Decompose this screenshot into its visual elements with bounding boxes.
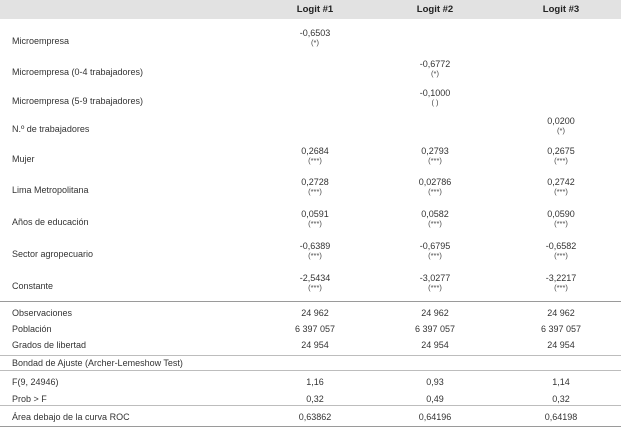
significance-marker: (*) (557, 126, 565, 135)
row-label: Población (12, 324, 52, 334)
coefficient-cell (511, 177, 611, 197)
stat-cell: 0,32 (552, 394, 570, 404)
coefficient-value: -0,6503 (299, 28, 331, 38)
row-label: Microempresa (0-4 trabajadores) (12, 67, 144, 77)
divider (0, 426, 621, 427)
row-label: Grados de libertad (12, 340, 87, 350)
coefficient-value: -0,1000 (419, 88, 451, 98)
stat-cell: 6 397 057 (294, 324, 336, 334)
row-label: Prob > F (12, 394, 47, 404)
coefficient-value: 0,2675 (547, 146, 575, 156)
divider (0, 355, 621, 356)
stat-cell: 24 962 (301, 308, 329, 318)
significance-marker: (***) (554, 251, 568, 260)
significance-marker: (***) (428, 251, 442, 260)
stat-cell: 1,16 (306, 377, 324, 387)
stat-cell: 24 962 (547, 308, 575, 318)
coefficient-value: -3,0277 (419, 273, 451, 283)
coefficient-cell (385, 88, 485, 108)
significance-marker: (*) (311, 38, 319, 47)
significance-marker: (***) (308, 187, 322, 196)
significance-marker: (***) (554, 156, 568, 165)
coefficient-value: 0,0200 (547, 116, 575, 126)
coefficient-cell (265, 146, 365, 166)
row-label: Constante (12, 281, 54, 291)
coefficient-cell (511, 209, 611, 229)
row-label: Observaciones (12, 308, 73, 318)
coefficient-cell (265, 241, 365, 261)
coefficient-cell (265, 177, 365, 197)
stat-cell: 6 397 057 (540, 324, 582, 334)
stat-cell: 0,93 (426, 377, 444, 387)
coefficient-value: 0,0582 (421, 209, 449, 219)
row-label: F(9, 24946) (12, 377, 59, 387)
stat-cell: 24 954 (421, 340, 449, 350)
stat-cell: 0,64198 (544, 412, 578, 422)
row-label: Mujer (12, 154, 35, 164)
stat-cell: 24 954 (301, 340, 329, 350)
row-label: Área debajo de la curva ROC (12, 412, 130, 422)
significance-marker: (***) (308, 283, 322, 292)
coefficient-value: 0,2793 (421, 146, 449, 156)
stat-cell: 24 962 (421, 308, 449, 318)
stat-cell: 0,49 (426, 394, 444, 404)
row-label: Microempresa (12, 36, 70, 46)
row-label: Microempresa (5-9 trabajadores) (12, 96, 144, 106)
divider (0, 370, 621, 371)
coefficient-value: 0,02786 (418, 177, 452, 187)
coefficient-cell (265, 209, 365, 229)
coefficient-cell (511, 273, 611, 293)
significance-marker: (***) (554, 219, 568, 228)
significance-marker: (***) (428, 219, 442, 228)
significance-marker: (***) (308, 156, 322, 165)
coefficient-value: 0,2742 (547, 177, 575, 187)
coefficient-cell (385, 241, 485, 261)
stat-cell: 6 397 057 (414, 324, 456, 334)
coefficient-value: 0,0590 (547, 209, 575, 219)
coefficient-value: -2,5434 (299, 273, 331, 283)
row-label: N.º de trabajadores (12, 124, 90, 134)
divider (0, 301, 621, 302)
divider (0, 405, 621, 406)
table-header (0, 0, 621, 19)
coefficient-cell (511, 146, 611, 166)
significance-marker: (*) (431, 69, 439, 78)
header-logit-2: Logit #2 (416, 4, 454, 15)
coefficient-value: 0,0591 (301, 209, 329, 219)
coefficient-cell (265, 28, 365, 48)
coefficient-value: 0,2728 (301, 177, 329, 187)
coefficient-cell (385, 146, 485, 166)
coefficient-value: -0,6582 (545, 241, 577, 251)
row-label: Sector agropecuario (12, 249, 94, 259)
stat-cell: 0,64196 (418, 412, 452, 422)
coefficient-cell (385, 209, 485, 229)
stat-cell: 0,32 (306, 394, 324, 404)
significance-marker: ( ) (431, 98, 439, 107)
significance-marker: (***) (554, 283, 568, 292)
coefficient-value: 0,2684 (301, 146, 329, 156)
coefficient-cell (385, 59, 485, 79)
stat-cell: 1,14 (552, 377, 570, 387)
significance-marker: (***) (428, 283, 442, 292)
stat-cell: 0,63862 (298, 412, 332, 422)
row-label: Años de educación (12, 217, 89, 227)
coefficient-value: -3,2217 (545, 273, 577, 283)
significance-marker: (***) (428, 187, 442, 196)
coefficient-value: -0,6772 (419, 59, 451, 69)
significance-marker: (***) (308, 251, 322, 260)
significance-marker: (***) (308, 219, 322, 228)
coefficient-cell (385, 273, 485, 293)
coefficient-cell (511, 241, 611, 261)
coefficient-value: -0,6795 (419, 241, 451, 251)
row-label: Bondad de Ajuste (Archer-Lemeshow Test) (12, 358, 183, 368)
coefficient-cell (265, 273, 365, 293)
significance-marker: (***) (428, 156, 442, 165)
significance-marker: (***) (554, 187, 568, 196)
row-label: Lima Metropolitana (12, 185, 89, 195)
header-logit-3: Logit #3 (542, 4, 580, 15)
coefficient-value: -0,6389 (299, 241, 331, 251)
coefficient-cell (385, 177, 485, 197)
coefficient-cell (511, 116, 611, 136)
header-logit-1: Logit #1 (296, 4, 334, 15)
stat-cell: 24 954 (547, 340, 575, 350)
